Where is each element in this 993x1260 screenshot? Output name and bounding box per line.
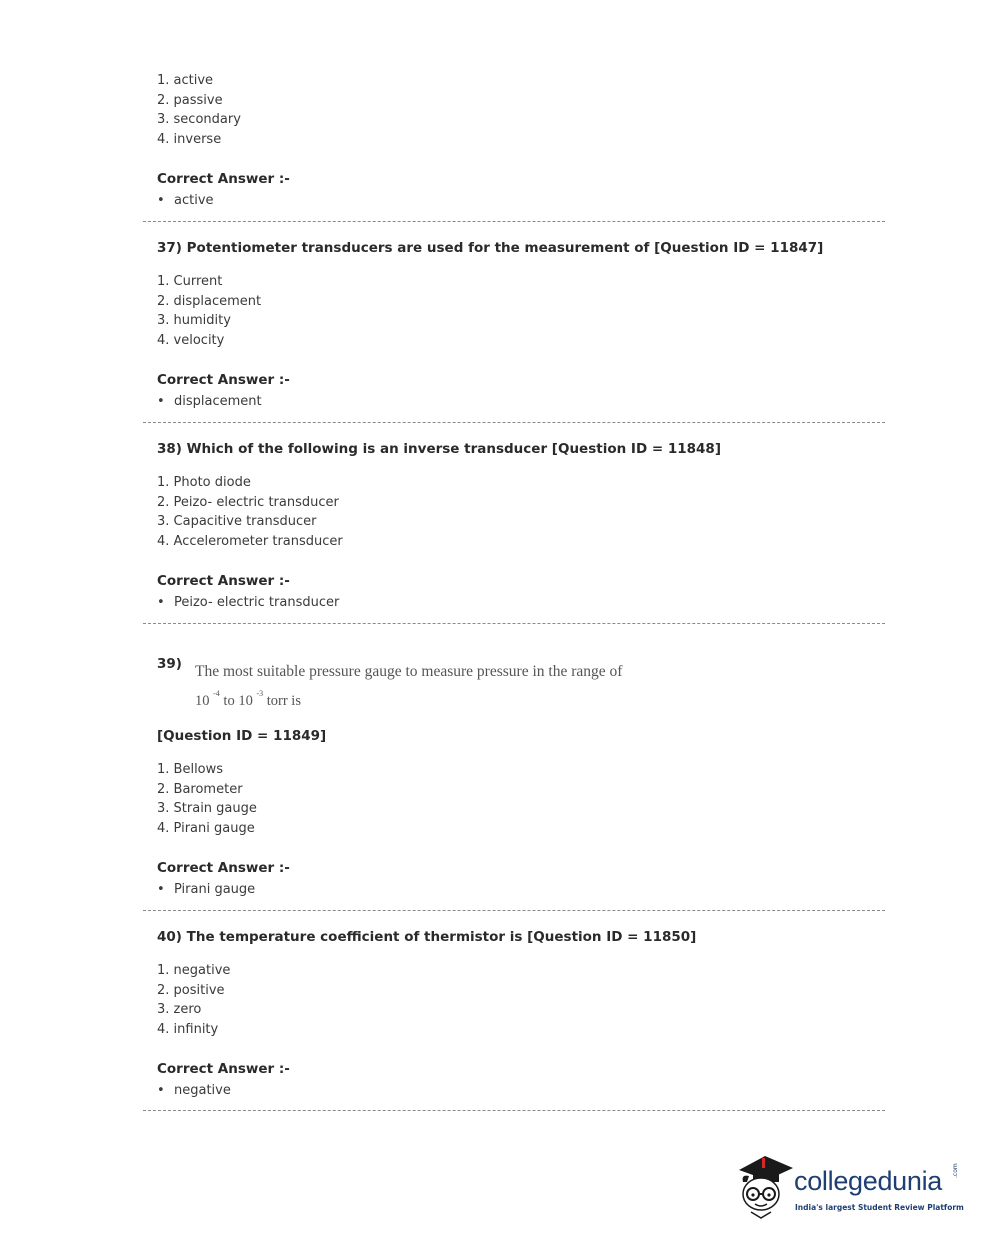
q36-answer-text: active	[174, 193, 214, 208]
q39-question-id: [Question ID = 11849]	[157, 728, 327, 744]
option: 3. humidity	[157, 313, 231, 329]
option: 1. Bellows	[157, 762, 224, 777]
divider	[143, 910, 885, 911]
option: 4. Pirani gauge	[157, 820, 255, 836]
bullet-icon: •	[157, 193, 165, 208]
option: 1. Current	[157, 274, 223, 289]
divider	[143, 1110, 885, 1111]
logo-brand-text: collegedunia	[794, 1166, 943, 1196]
q36-answer	[157, 193, 214, 208]
q36-options	[157, 71, 241, 149]
q39-text-line2: 10 $^{-4}$ to 10 $^{-3}$ torr is	[195, 689, 301, 709]
q40-answer-label: Correct Answer :-	[157, 1061, 290, 1077]
q40-title: 40) The temperature coefficient of thermistor is [Question ID = 11850]	[157, 929, 697, 945]
q40-answer-text: negative	[174, 1083, 231, 1098]
q39-number: 39)	[157, 656, 182, 672]
student-mascot-icon	[735, 1152, 797, 1222]
q39-answer-text: Pirani gauge	[174, 882, 256, 897]
q39-answer-label: Correct Answer :-	[157, 860, 290, 876]
q36-answer-label: Correct Answer :-	[157, 171, 290, 187]
q37-answer	[157, 394, 262, 409]
q39-options	[157, 760, 257, 838]
option: 1. active	[157, 73, 214, 88]
divider	[143, 221, 885, 222]
divider	[143, 623, 885, 624]
q37-options	[157, 272, 261, 350]
q39-answer	[157, 882, 255, 897]
option: 2. displacement	[157, 293, 262, 309]
bullet-icon: •	[157, 1083, 165, 1098]
q37-answer-label: Correct Answer :-	[157, 372, 290, 388]
option: 3. zero	[157, 1002, 202, 1018]
q38-title: 38) Which of the following is an inverse transducer [Question ID = 11848]	[157, 441, 721, 457]
q37-title: 37) Potentiometer transducers are used for the measurement of [Question ID = 11847]	[157, 240, 824, 256]
option: 3. Capacitive transducer	[157, 514, 317, 530]
q38-answer-label: Correct Answer :-	[157, 573, 290, 589]
q37-answer-text: displacement	[174, 394, 262, 409]
q39-text-line1: The most suitable pressure gauge to measure pressure in the range of	[195, 663, 623, 680]
option: 1. negative	[157, 963, 231, 978]
option: 1. Photo diode	[157, 475, 251, 490]
option: 4. infinity	[157, 1021, 219, 1037]
bullet-icon: •	[157, 595, 165, 610]
collegedunia-logo	[735, 1152, 964, 1222]
option: 3. Strain gauge	[157, 801, 257, 817]
divider	[143, 422, 885, 423]
option: 2. passive	[157, 92, 223, 108]
option: 4. velocity	[157, 332, 225, 348]
option: 4. inverse	[157, 131, 222, 147]
q40-answer	[157, 1083, 231, 1098]
q38-options	[157, 473, 343, 551]
option: 4. Accelerometer transducer	[157, 533, 343, 549]
q38-answer	[157, 595, 339, 610]
option: 2. Barometer	[157, 781, 243, 797]
q38-answer-text: Peizo- electric transducer	[174, 595, 340, 610]
option: 3. secondary	[157, 112, 241, 128]
logo-tagline: India's largest Student Review Platform	[795, 1203, 964, 1212]
option: 2. positive	[157, 982, 225, 998]
q40-options	[157, 961, 230, 1039]
option: 2. Peizo- electric transducer	[157, 494, 339, 510]
bullet-icon: •	[157, 394, 165, 409]
bullet-icon: •	[157, 882, 165, 897]
logo-com-text: .com	[952, 1163, 959, 1178]
